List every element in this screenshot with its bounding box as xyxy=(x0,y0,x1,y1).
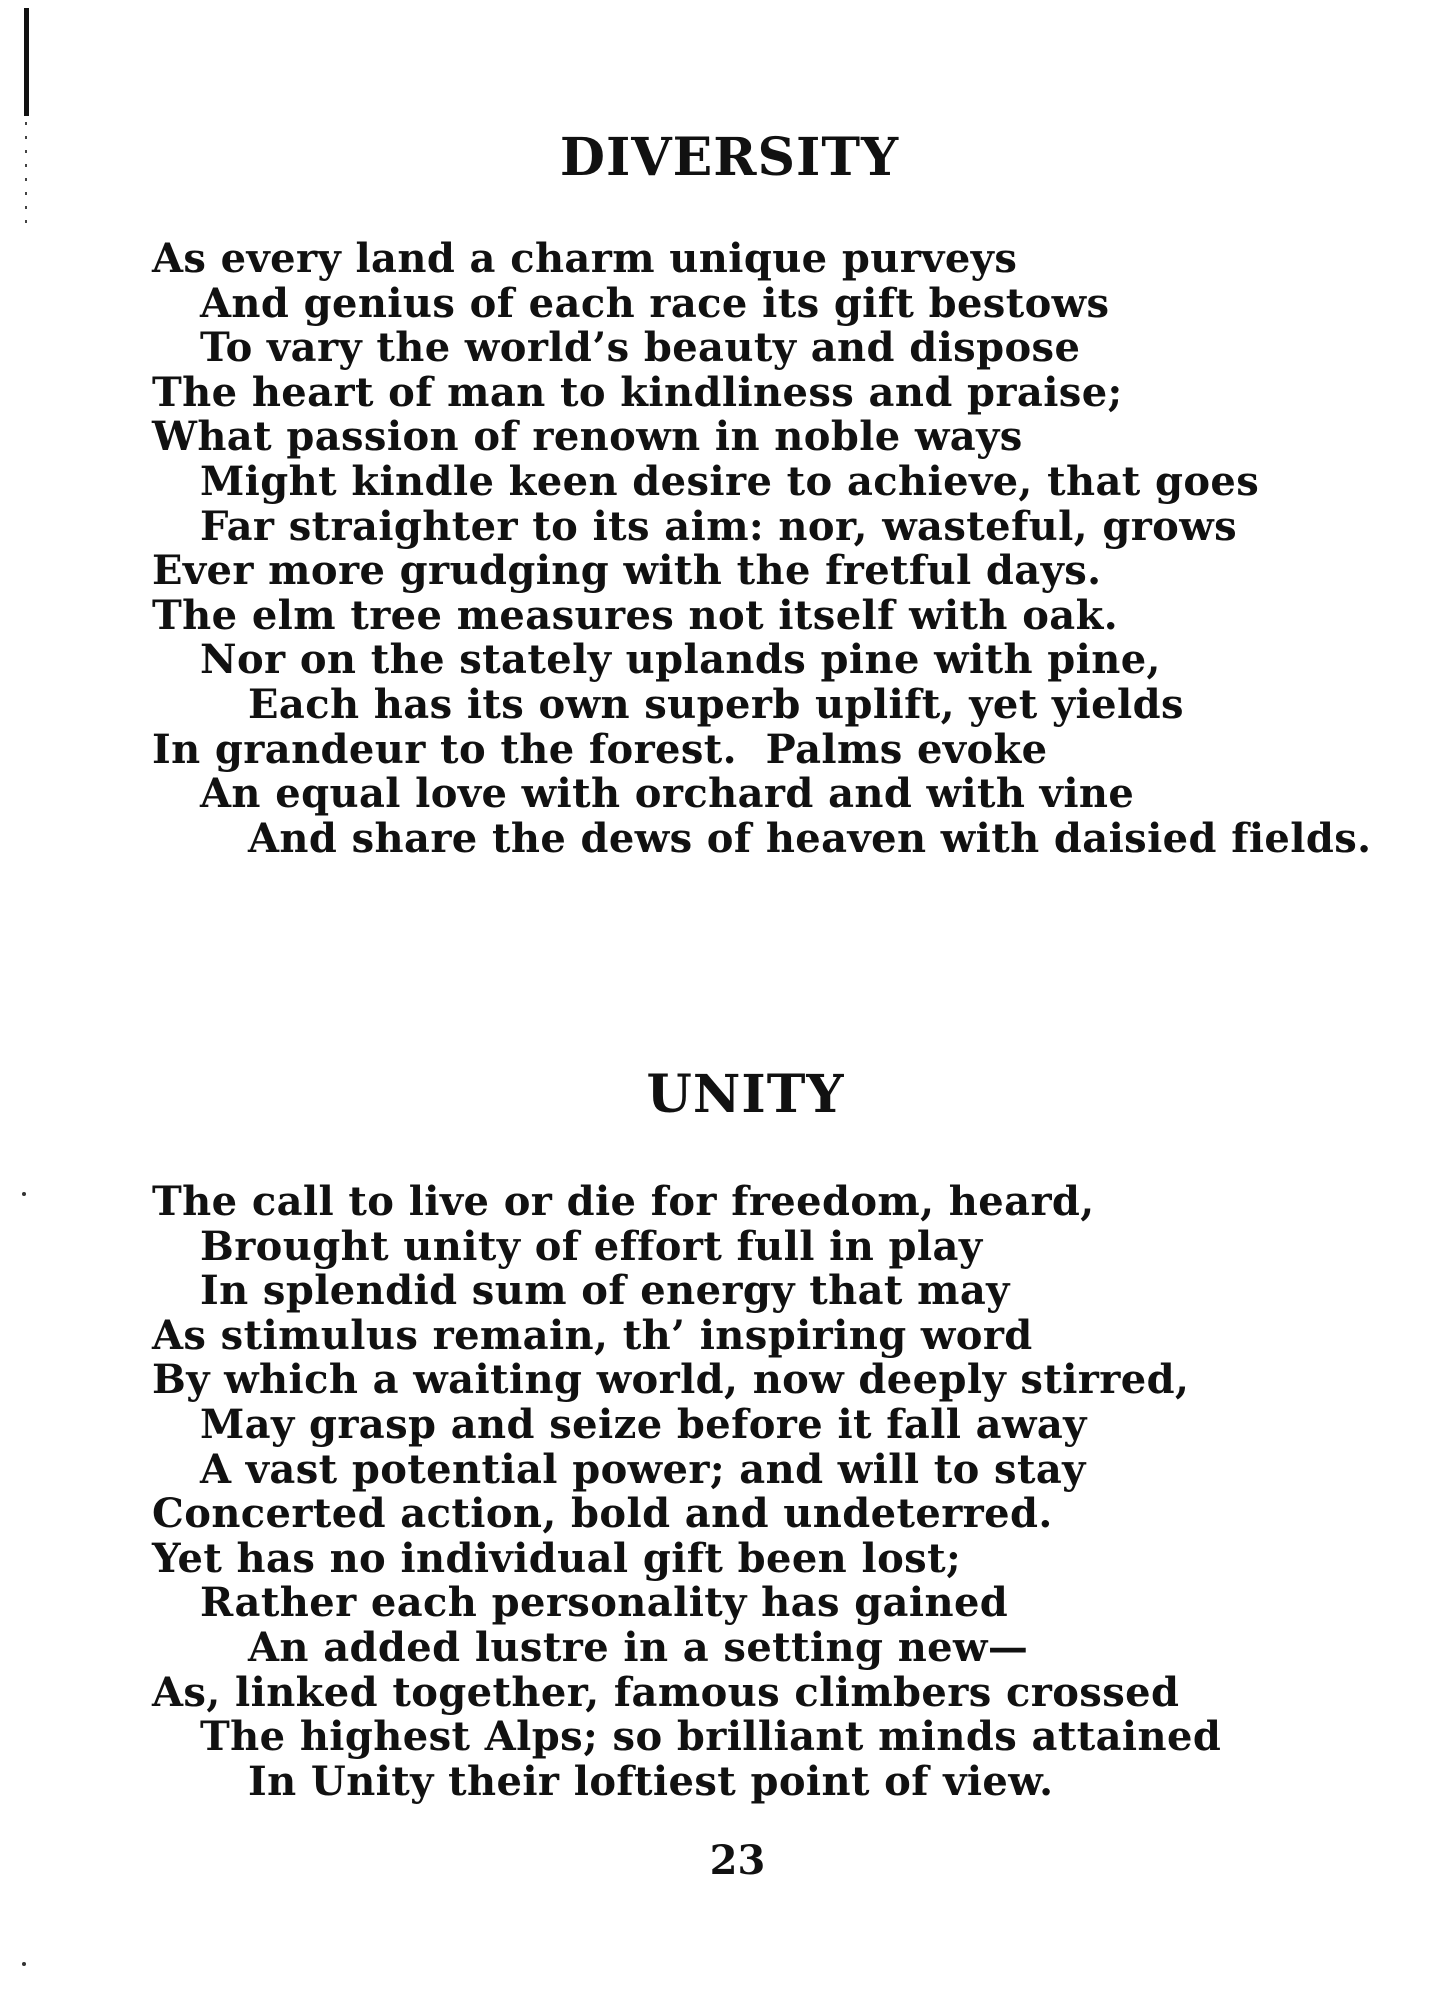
poem-line: An added lustre in a setting new— xyxy=(248,1623,1029,1671)
poem-line: In splendid sum of energy that may xyxy=(200,1267,1010,1315)
poem-line: Nor on the stately uplands pine with pine, xyxy=(200,636,1161,684)
poem-line: As, linked together, famous climbers crossed xyxy=(152,1668,1180,1716)
poem-line: By which a waiting world, now deeply stirred, xyxy=(152,1356,1190,1404)
poem-title-diversity: DIVERSITY xyxy=(559,127,900,188)
poem-line: May grasp and seize before it fall away xyxy=(200,1400,1087,1448)
poem-line: And genius of each race its gift bestows xyxy=(200,279,1110,327)
poem-diversity-body xyxy=(152,237,1372,861)
poem-line: Each has its own superb uplift, yet yields xyxy=(248,680,1184,728)
page-number: 23 xyxy=(709,1837,766,1884)
poem-title-unity: UNITY xyxy=(646,1064,845,1125)
poem-line: An equal love with orchard and with vine xyxy=(200,770,1135,818)
scan-speck xyxy=(22,1192,26,1196)
poem-line: The elm tree measures not itself with oak. xyxy=(152,591,1119,639)
poem-line: Far straighter to its aim: nor, wasteful, grows xyxy=(200,502,1238,550)
poem-line: Brought unity of effort full in play xyxy=(200,1222,983,1270)
poem-line: The highest Alps; so brilliant minds attained xyxy=(200,1713,1222,1761)
poem-line: Ever more grudging with the fretful days. xyxy=(152,547,1102,595)
scan-speck xyxy=(22,1962,26,1966)
poem-line: The call to live or die for freedom, heard, xyxy=(152,1178,1095,1225)
poem-line: Concerted action, bold and undeterred. xyxy=(152,1490,1053,1538)
poem-line: As every land a charm unique purveys xyxy=(152,235,1018,282)
poem-line: To vary the world’s beauty and dispose xyxy=(200,324,1081,372)
poem-line: A vast potential power; and will to stay xyxy=(200,1445,1086,1493)
poem-line: What passion of renown in noble ways xyxy=(152,413,1023,461)
poem-line: The heart of man to kindliness and praise; xyxy=(152,368,1123,416)
poem-line: And share the dews of heaven with daisied fields. xyxy=(248,814,1372,862)
poem-line: In grandeur to the forest. Palms evoke xyxy=(152,725,1048,773)
poem-line: Might kindle keen desire to achieve, that goes xyxy=(200,457,1260,505)
poem-line: As stimulus remain, th’ inspiring word xyxy=(152,1311,1033,1359)
poem-line: In Unity their loftiest point of view. xyxy=(248,1757,1054,1805)
poem-line: Rather each personality has gained xyxy=(200,1579,1009,1627)
binding-mark xyxy=(24,8,29,116)
poem-line: Yet has no individual gift been lost; xyxy=(152,1534,962,1582)
poem-unity-body xyxy=(152,1180,1221,1804)
